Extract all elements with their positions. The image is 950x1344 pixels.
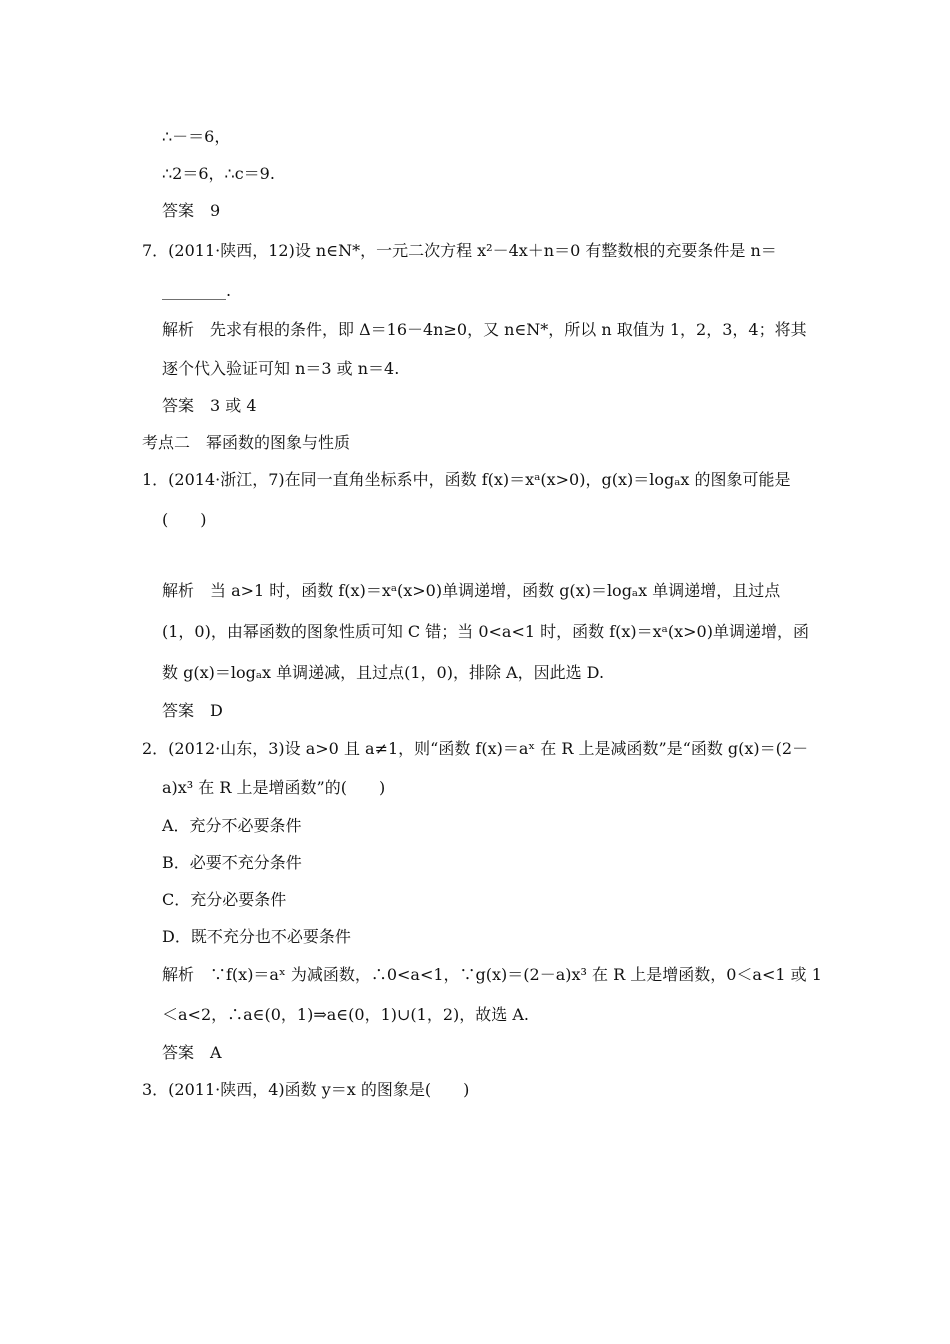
section-heading: 考点二 幂函数的图象与性质 <box>142 433 351 452</box>
question-choice-paren: ( ) <box>162 510 207 529</box>
question-3: 3．(2011·陕西，4)函数 y＝x 的图象是( ) <box>142 1080 470 1099</box>
solution-line: 数 g(x)＝logₐx 单调递减，且过点(1，0)，排除 A，因此选 D. <box>162 663 605 682</box>
option-c: C．充分必要条件 <box>162 890 287 909</box>
question-2: 2．(2012·山东，3)设 a>0 且 a≠1，则“函数 f(x)＝aˣ 在 R 上是减函数”是“函数 g(x)＝(2－ <box>142 739 809 758</box>
answer-line: 答案 A <box>162 1043 222 1062</box>
solution-line: 逐个代入验证可知 n＝3 或 n＝4. <box>162 359 400 378</box>
option-b: B．必要不充分条件 <box>162 853 302 872</box>
answer-line: 答案 9 <box>162 201 221 220</box>
solution-line: ＜a<2，∴a∈(0，1)⇒a∈(0，1)∪(1，2)，故选 A. <box>162 1005 529 1024</box>
text-line: ∴2＝6，∴c＝9. <box>162 164 275 183</box>
answer-line: 答案 D <box>162 701 223 720</box>
solution-line: 解析 ∵f(x)＝aˣ 为减函数，∴0<a<1，∵g(x)＝(2－a)x³ 在 R 上是增函数，0＜a<1 或 1 <box>162 965 822 984</box>
question-7: 7．(2011·陕西，12)设 n∈N*，一元二次方程 x²－4x＋n＝0 有整数根的充要条件是 n＝ <box>142 241 777 260</box>
solution-line: 解析 先求有根的条件，即 Δ＝16－4n≥0，又 n∈N*，所以 n 取值为 1，2，3，4；将其 <box>162 320 807 339</box>
answer-blank: ________. <box>162 281 232 300</box>
text-line: ∴－＝6， <box>162 127 231 146</box>
question-1: 1．(2014·浙江，7)在同一直角坐标系中，函数 f(x)＝xᵃ(x>0)，g(x)＝logₐx 的图象可能是 <box>142 470 791 489</box>
solution-line: (1，0)，由幂函数的图象性质可知 C 错；当 0<a<1 时，函数 f(x)＝xᵃ(x>0)单调递增，函 <box>162 622 809 641</box>
solution-line: 解析 当 a>1 时，函数 f(x)＝xᵃ(x>0)单调递增，函数 g(x)＝logₐx 单调递增，且过点 <box>162 581 781 600</box>
option-a: A．充分不必要条件 <box>162 816 302 835</box>
option-d: D．既不充分也不必要条件 <box>162 927 351 946</box>
answer-line: 答案 3 或 4 <box>162 396 257 415</box>
question-line: a)x³ 在 R 上是增函数”的( ) <box>162 778 386 797</box>
